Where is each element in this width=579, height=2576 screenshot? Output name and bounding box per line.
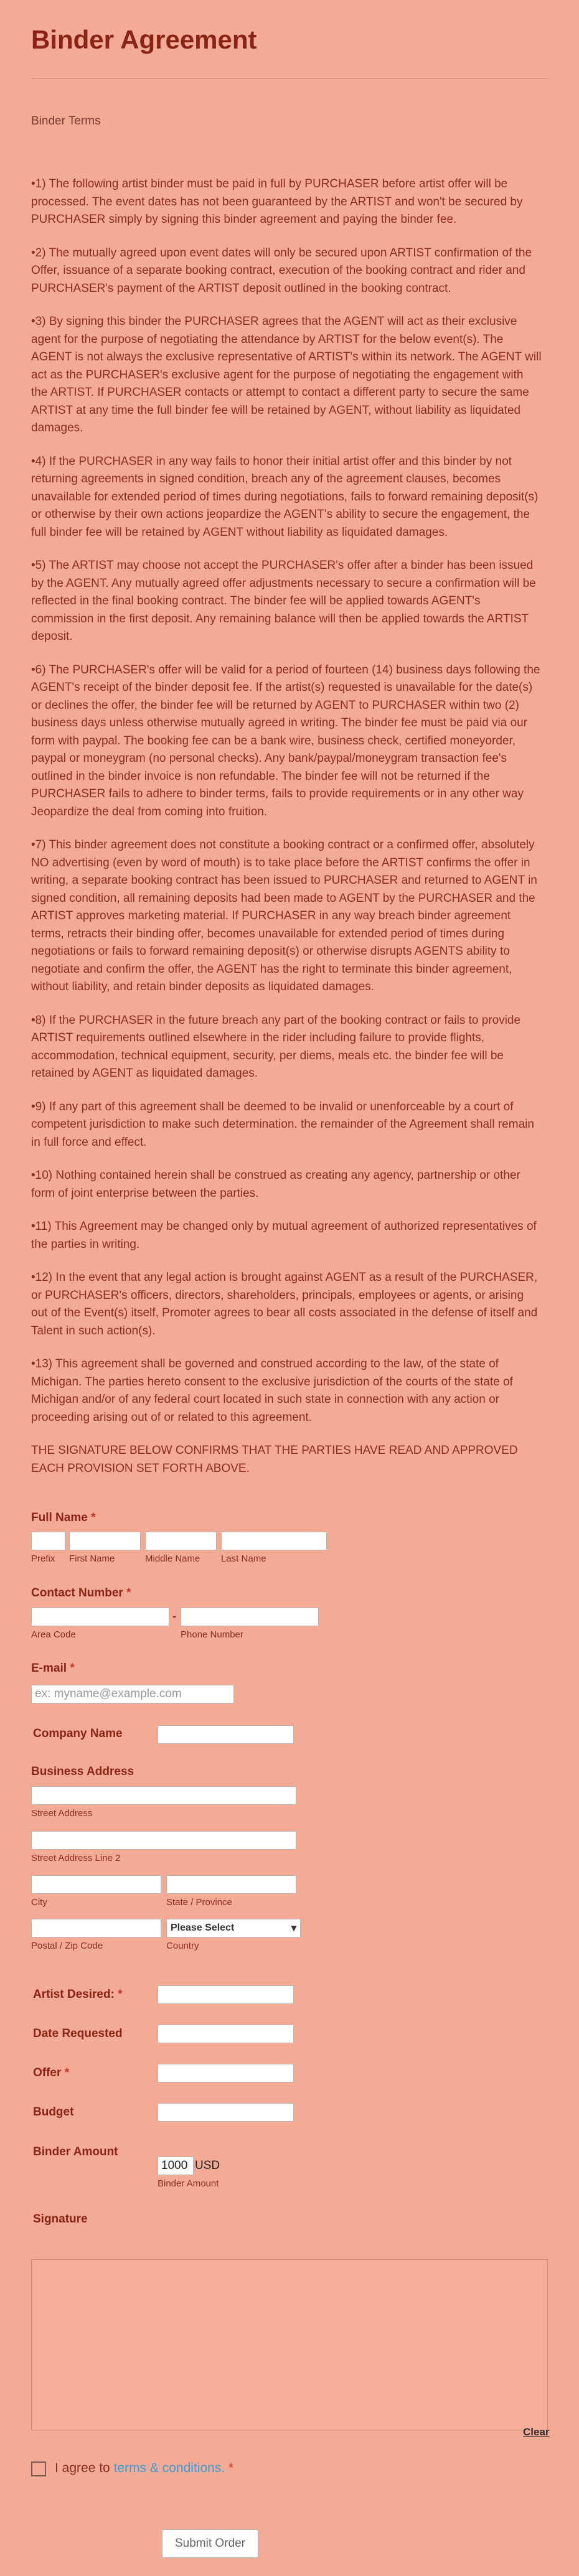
artist-desired-label (33, 1988, 123, 2002)
street-address-line2-sublabel: Street Address Line 2 (31, 1853, 121, 1863)
binder-amount-label: Binder Amount (33, 2145, 118, 2158)
terms-agree-label (55, 2461, 233, 2476)
term-10: •10) Nothing contained herein shall be construed as creating any agency, partnership or other form of joint enterprise between the parties. (31, 1169, 520, 1200)
budget-label: Budget (33, 2105, 74, 2119)
page-title: Binder Agreement (31, 25, 257, 54)
term-3: •3) By signing this binder the PURCHASER agrees that the AGENT will act as their exclusive agent for the purpose of negotiating the attendance by ARTIST for the below event(s). The AGENT is not always the exclusive representative of ARTIST's within its network. The AGENT will act as the PURCHASER's exclusive agent for the purpose of negotiating the engagement with the ARTIST. If PURCHASER contacts or attempt to contact a different party to secure the same ARTIST at any time the full binder fee will be retained by AGENT, without liability as liquidated damages. (31, 315, 542, 434)
chevron-down-icon: ▾ (291, 1923, 296, 1934)
email-label (31, 1662, 75, 1675)
first-name-sublabel: First Name (69, 1553, 115, 1564)
required-mark: * (118, 1988, 123, 2001)
term-1: •1) The following artist binder must be paid in full by PURCHASER before artist offer will be processed. The event dates has not been guaranteed by the ARTIST and won't be secured by PURCHASER simply by signing this binder agreement and paying the binder fee. (31, 177, 523, 226)
budget-input[interactable] (158, 2103, 294, 2122)
street-address-line2-input[interactable] (31, 1831, 296, 1850)
city-input[interactable] (31, 1875, 161, 1894)
first-name-input[interactable] (69, 1532, 141, 1550)
offer-input[interactable] (158, 2064, 294, 2082)
middle-name-input[interactable] (145, 1532, 217, 1550)
state-input[interactable] (166, 1875, 296, 1894)
last-name-input[interactable] (221, 1532, 327, 1550)
term-13: •13) This agreement shall be governed and construed according to the law, of the state of Michigan. The parties hereto consent to the exclusive jurisdiction of the courts of the state of Michigan and/or of any federal court located in such state in connection with any action or proceeding arising out of or related to this agreement. (31, 1357, 513, 1424)
contact-number-label-text: Contact Number (31, 1586, 123, 1599)
term-9: •9) If any part of this agreement shall be deemed to be invalid or unenforceable by a court of competent jurisdiction to make such determination. the remainder of the Agreement shall remain in full force and effect. (31, 1100, 534, 1149)
terms-checkbox[interactable] (31, 2461, 46, 2476)
section-subtitle: Binder Terms (31, 115, 101, 128)
term-5: •5) The ARTIST may choose not accept the PURCHASER's offer after a binder has been issued by the AGENT. Any mutually agreed offer adjustments necessary to secure a confirmation will be reflected in the final booking contract. The binder fee will be applied towards AGENT's commission in the first deposit. Any remaining balance will then be applied towards the ARTIST deposit. (31, 559, 536, 643)
state-sublabel: State / Province (166, 1897, 232, 1908)
binder-amount-sublabel: Binder Amount (158, 2178, 219, 2189)
contact-number-label (31, 1586, 131, 1600)
country-select-value: Please Select (171, 1923, 235, 1933)
required-mark: * (64, 2066, 70, 2079)
country-sublabel: Country (166, 1941, 199, 1951)
required-mark: * (70, 1662, 75, 1675)
signature-confirmation: THE SIGNATURE BELOW CONFIRMS THAT THE PARTIES HAVE READ AND APPROVED EACH PROVISION SET FORTH ABOVE. (31, 1444, 518, 1475)
full-name-label-text: Full Name (31, 1511, 88, 1524)
artist-desired-label-text: Artist Desired: (33, 1988, 115, 2001)
phone-number-sublabel: Phone Number (181, 1629, 243, 1640)
postal-code-input[interactable] (31, 1919, 161, 1937)
full-name-label (31, 1511, 96, 1525)
signature-label: Signature (33, 2213, 88, 2226)
term-12: •12) In the event that any legal action is brought against AGENT as a result of the PURCHASER, or PURCHASER's officers, directors, shareholders, principals, employees or agents, or arising out of the Event(s) itself, Promoter agrees to bear all costs associated in the defense of itself and Talent in such action(s). (31, 1271, 538, 1337)
clear-signature-link[interactable]: Clear (523, 2426, 550, 2438)
business-address-label: Business Address (31, 1765, 134, 1778)
company-name-input[interactable] (158, 1725, 294, 1744)
required-mark: * (228, 2461, 234, 2475)
term-6: •6) The PURCHASER's offer will be valid for a period of fourteen (14) business days following the AGENT's receipt of the binder deposit fee. If the artist(s) requested is unavailable for the date(s) or declines the offer, the binder fee will be returned by AGENT to PURCHASER within two (2) business days unless otherwise mutually agreed in writing. The binder fee must be paid via our form with paypal. The booking fee can be a bank wire, business check, certified moneyorder, paypal or moneygram (no personal checks). Any bank/paypal/moneygram transaction fee's outlined in the binder invoice is non refundable. The binder fee will not be returned if the PURCHASER fails to adhere to binder terms, fails to provide requirements or in any other way Jeopardize the deal from coming into fruition. (31, 663, 540, 818)
term-8: •8) If the PURCHASER in the future breach any part of the booking contract or fails to provide ARTIST requirements outlined elsewhere in the rider including failure to provide flights, accommodation, technical equipment, security, per diems, meals etc. the binder fee will be retained by AGENT as liquidated damages. (31, 1013, 521, 1080)
middle-name-sublabel: Middle Name (145, 1553, 200, 1564)
postal-code-sublabel: Postal / Zip Code (31, 1941, 103, 1951)
area-code-sublabel: Area Code (31, 1629, 76, 1640)
phone-number-input[interactable] (181, 1608, 319, 1626)
terms-agree-text: I agree to (55, 2461, 110, 2475)
email-input[interactable]: ex: myname@example.com (31, 1685, 234, 1703)
street-address-input[interactable] (31, 1786, 296, 1805)
email-label-text: E-mail (31, 1662, 67, 1675)
date-requested-input[interactable] (158, 2025, 294, 2043)
street-address-sublabel: Street Address (31, 1808, 93, 1819)
terms-text (31, 176, 542, 1493)
currency-label: USD (195, 2159, 220, 2172)
term-7: •7) This binder agreement does not constitute a booking contract or a confirmed offer, absolutely NO advertising (even by word of mouth) is to take place before the ARTIST confirms the offer in writing, a separate booking contract has been issued to PURCHASER and returned to AGENT in signed condition, all remaining deposits had been made to AGENT by the PURCHASER and the ARTIST approves marketing material. If PURCHASER in any way breach binder agreement terms, retracts their binding offer, becomes unavailable for extended period of times during negotiations or fails to forward remaining deposit(s) or otherwise disrupts AGENTS ability to negotiate and confirm the offer, the AGENT has the right to terminate this binder agreement, without liability, and retain binder deposits as liquidated damages. (31, 838, 537, 993)
city-sublabel: City (31, 1897, 47, 1908)
title-divider (31, 78, 548, 79)
term-4: •4) If the PURCHASER in any way fails to honor their initial artist offer and this binder by not returning agreements in signed condition, breach any of the agreement clauses, becomes unavailable for extended period of times during negotiations, fails to forward remaining deposit(s) or otherwise by their own actions jeopardize the AGENT's ability to secure the engagement, the full binder fee will be retained by AGENT without liability as liquidated damages. (31, 454, 539, 539)
country-select[interactable] (166, 1919, 301, 1937)
area-code-input[interactable] (31, 1608, 169, 1626)
artist-desired-input[interactable] (158, 1985, 294, 2004)
binder-amount-input[interactable]: 1000 (158, 2157, 194, 2175)
required-mark: * (91, 1511, 96, 1524)
term-2: •2) The mutually agreed upon event dates will only be secured upon ARTIST confirmation of the Offer, issuance of a separate booking contract, execution of the booking contract and rider and PURCHASER's payment of the ARTIST deposit outlined in the booking contract. (31, 246, 532, 295)
submit-order-button[interactable]: Submit Order (162, 2529, 258, 2558)
term-11: •11) This Agreement may be changed only by mutual agreement of authorized representatives of the parties in writing. (31, 1220, 537, 1251)
last-name-sublabel: Last Name (221, 1553, 266, 1564)
date-requested-label: Date Requested (33, 2027, 123, 2040)
offer-label-text: Offer (33, 2066, 62, 2079)
required-mark: * (126, 1586, 131, 1599)
prefix-input[interactable] (31, 1532, 65, 1550)
offer-label (33, 2066, 69, 2080)
phone-dash: - (172, 1610, 177, 1623)
terms-link[interactable]: terms & conditions. (113, 2461, 225, 2475)
prefix-sublabel: Prefix (31, 1553, 55, 1564)
company-name-label: Company Name (33, 1727, 123, 1740)
signature-pad[interactable] (31, 2259, 548, 2430)
